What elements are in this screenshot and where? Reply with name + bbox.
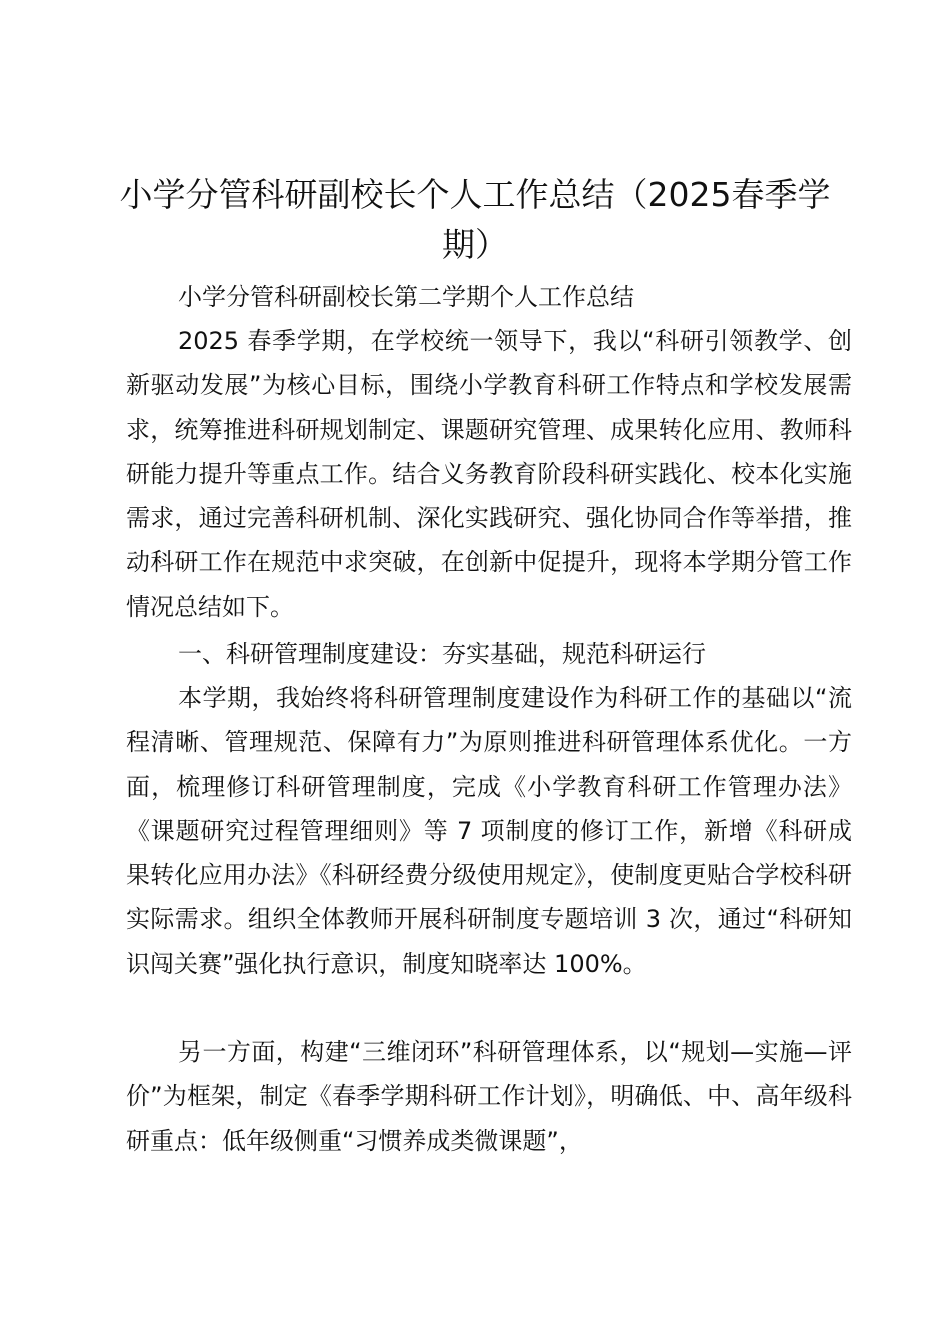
- document-subtitle: 小学分管科研副校长第二学期个人工作总结: [178, 283, 634, 311]
- document-title: 小学分管科研副校长个人工作总结（2025春季学期）: [119, 175, 831, 264]
- intro-paragraph: 2025 春季学期，在学校统一领导下，我以“科研引领教学、创新驱动发展”为核心目标，围绕小学教育科研工作特点和学校发展需求，统筹推进科研规划制定、课题研究管理、成果转化应用、教师科研能力提升等重点工作。结合义务教育阶段科研实践化、校本化实施需求，通过完善科研机制、深化实践研究、强化协同合作等举措，推动科研工作在规范中求突破，在创新中促提升，现将本学期分管工作情况总结如下。: [126, 327, 852, 621]
- body-paragraph: 另一方面，构建“三维闭环”科研管理体系，以“规划—实施—评价”为框架，制定《春季学期科研工作计划》，明确低、中、高年级科研重点：低年级侧重“习惯养成类微课题”，: [126, 1038, 852, 1155]
- body-paragraph: 本学期，我始终将科研管理制度建设作为科研工作的基础以“流程清晰、管理规范、保障有力”为原则推进科研管理体系优化。一方面，梳理修订科研管理制度，完成《小学教育科研工作管理办法》《课题研究过程管理细则》等 7 项制度的修订工作，新增《科研成果转化应用办法》《科研经费分级使用规定》，使制度更贴合学校科研实际需求。组织全体教师开展科研制度专题培训 3 次，通过“科研知识闯关赛”强化执行意识，制度知晓率达 100%。: [126, 684, 852, 978]
- section-heading: 一、科研管理制度建设：夯实基础，规范科研运行: [178, 640, 706, 668]
